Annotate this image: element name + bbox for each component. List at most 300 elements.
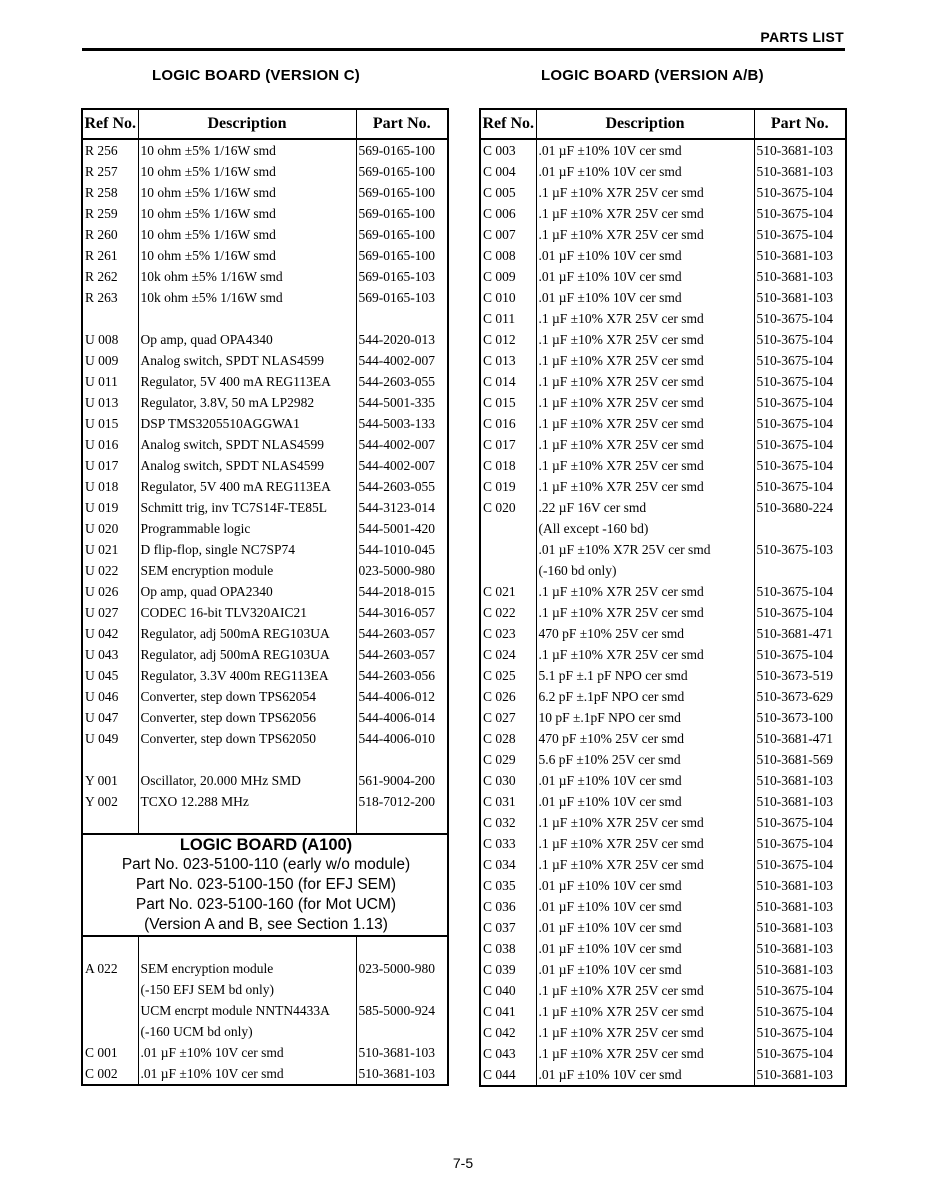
part-number-cell: 544-4006-012 (356, 686, 448, 707)
table-row (480, 665, 846, 686)
part-number-cell: 544-4002-007 (356, 434, 448, 455)
ref-cell: C 043 (480, 1043, 536, 1064)
description-cell (138, 308, 356, 329)
table-row (480, 371, 846, 392)
part-number-cell: 544-5001-420 (356, 518, 448, 539)
ref-cell: C 010 (480, 287, 536, 308)
part-number-cell: 544-2603-055 (356, 371, 448, 392)
table-row (82, 350, 448, 371)
description-cell: 5.6 pF ±10% 25V cer smd (536, 749, 754, 770)
part-number-cell: 510-3675-104 (754, 644, 846, 665)
ref-cell: C 044 (480, 1064, 536, 1086)
description-cell: 10 pF ±.1pF NPO cer smd (536, 707, 754, 728)
board-a100-line: Part No. 023-5100-160 (for Mot UCM) (135, 896, 397, 913)
description-cell: Regulator, 5V 400 mA REG113EA (138, 371, 356, 392)
ref-cell: R 260 (82, 224, 138, 245)
description-cell: Regulator, adj 500mA REG103UA (138, 644, 356, 665)
part-number-cell: 510-3681-103 (754, 139, 846, 161)
description-cell: .01 µF ±10% 10V cer smd (138, 1063, 356, 1085)
part-number-cell: 510-3681-103 (754, 791, 846, 812)
table-row (480, 161, 846, 182)
ref-cell: C 023 (480, 623, 536, 644)
description-cell: Analog switch, SPDT NLAS4599 (138, 455, 356, 476)
part-number-cell: 510-3681-103 (754, 770, 846, 791)
table-row (480, 476, 846, 497)
table-row (480, 602, 846, 623)
ref-cell: R 263 (82, 287, 138, 308)
description-cell: Op amp, quad OPA2340 (138, 581, 356, 602)
ref-cell (480, 518, 536, 539)
part-number-cell: 510-3675-104 (754, 980, 846, 1001)
ref-cell (82, 1021, 138, 1042)
description-cell: Analog switch, SPDT NLAS4599 (138, 434, 356, 455)
ref-cell: C 012 (480, 329, 536, 350)
ref-cell: C 019 (480, 476, 536, 497)
ref-cell: C 031 (480, 791, 536, 812)
description-cell: Regulator, 5V 400 mA REG113EA (138, 476, 356, 497)
table-row (82, 1000, 448, 1021)
part-number-cell: 510-3675-104 (754, 854, 846, 875)
column-header-part: Part No. (754, 109, 846, 139)
table-row (480, 329, 846, 350)
ref-cell (480, 539, 536, 560)
description-cell: .01 µF ±10% 10V cer smd (536, 266, 754, 287)
part-number-cell: 544-4002-007 (356, 350, 448, 371)
ref-cell: C 033 (480, 833, 536, 854)
description-cell: Regulator, 3.8V, 50 mA LP2982 (138, 392, 356, 413)
description-cell: .01 µF ±10% 10V cer smd (536, 791, 754, 812)
ref-cell: U 015 (82, 413, 138, 434)
description-cell: .1 µF ±10% X7R 25V cer smd (536, 1022, 754, 1043)
column-header-part: Part No. (356, 109, 448, 139)
description-cell: .1 µF ±10% X7R 25V cer smd (536, 581, 754, 602)
part-number-cell: 023-5000-980 (356, 560, 448, 581)
table-row (82, 749, 448, 770)
part-number-cell: 510-3675-104 (754, 581, 846, 602)
ref-cell: U 045 (82, 665, 138, 686)
description-cell: .01 µF ±10% 10V cer smd (536, 161, 754, 182)
description-cell: 10 ohm ±5% 1/16W smd (138, 139, 356, 161)
table-row (82, 518, 448, 539)
description-cell: .1 µF ±10% X7R 25V cer smd (536, 203, 754, 224)
table-row (82, 371, 448, 392)
table-row (480, 686, 846, 707)
table-row (480, 497, 846, 518)
ref-cell: C 042 (480, 1022, 536, 1043)
description-cell: DSP TMS3205510AGGWA1 (138, 413, 356, 434)
ref-cell: C 028 (480, 728, 536, 749)
part-number-cell: 510-3673-629 (754, 686, 846, 707)
ref-cell: U 021 (82, 539, 138, 560)
table-row (82, 476, 448, 497)
part-number-cell: 510-3681-103 (754, 245, 846, 266)
part-number-cell: 585-5000-924 (356, 1000, 448, 1021)
ref-cell: C 006 (480, 203, 536, 224)
table-row (82, 413, 448, 434)
description-cell: .1 µF ±10% X7R 25V cer smd (536, 224, 754, 245)
description-cell: .1 µF ±10% X7R 25V cer smd (536, 182, 754, 203)
table-row (480, 644, 846, 665)
description-cell: 10k ohm ±5% 1/16W smd (138, 266, 356, 287)
description-cell: (-160 bd only) (536, 560, 754, 581)
table-row (480, 623, 846, 644)
description-cell: .01 µF ±10% 10V cer smd (536, 875, 754, 896)
part-number-cell (754, 518, 846, 539)
part-number-cell: 510-3681-103 (754, 875, 846, 896)
table-row (82, 455, 448, 476)
table-row (82, 936, 448, 958)
part-number-cell (356, 749, 448, 770)
table-row (480, 224, 846, 245)
description-cell: .1 µF ±10% X7R 25V cer smd (536, 371, 754, 392)
part-number-cell: 544-1010-045 (356, 539, 448, 560)
description-cell: .1 µF ±10% X7R 25V cer smd (536, 812, 754, 833)
ref-cell: U 027 (82, 602, 138, 623)
part-number-cell: 544-4002-007 (356, 455, 448, 476)
table-row (82, 182, 448, 203)
ref-cell (480, 560, 536, 581)
section-title-version-c: LOGIC BOARD (VERSION C) (152, 67, 360, 84)
table-row (82, 539, 448, 560)
table-row (480, 707, 846, 728)
table-row (82, 245, 448, 266)
part-number-cell: 510-3681-103 (754, 1064, 846, 1086)
ref-cell: R 256 (82, 139, 138, 161)
table-row (480, 917, 846, 938)
part-number-cell: 544-3016-057 (356, 602, 448, 623)
ref-cell: C 002 (82, 1063, 138, 1085)
description-cell: .1 µF ±10% X7R 25V cer smd (536, 308, 754, 329)
table-row (82, 707, 448, 728)
table-row (480, 791, 846, 812)
description-cell: 10 ohm ±5% 1/16W smd (138, 245, 356, 266)
table-row (480, 1064, 846, 1086)
description-cell: Converter, step down TPS62054 (138, 686, 356, 707)
ref-cell: Y 001 (82, 770, 138, 791)
part-number-cell: 510-3675-104 (754, 224, 846, 245)
board-a100-row (82, 834, 448, 936)
table-row (82, 1042, 448, 1063)
description-cell: .1 µF ±10% X7R 25V cer smd (536, 434, 754, 455)
part-number-cell: 510-3673-519 (754, 665, 846, 686)
table-row (480, 854, 846, 875)
ref-cell: C 035 (480, 875, 536, 896)
description-cell: .01 µF ±10% 10V cer smd (536, 959, 754, 980)
ref-cell: C 030 (480, 770, 536, 791)
ref-cell: C 015 (480, 392, 536, 413)
ref-cell: C 041 (480, 1001, 536, 1022)
table-row (82, 224, 448, 245)
ref-cell: C 037 (480, 917, 536, 938)
ref-cell: U 043 (82, 644, 138, 665)
ref-cell: C 017 (480, 434, 536, 455)
ref-cell: C 013 (480, 350, 536, 371)
description-cell: .01 µF ±10% 10V cer smd (536, 896, 754, 917)
table-row (480, 434, 846, 455)
table-row (82, 979, 448, 1000)
table-row (82, 686, 448, 707)
part-number-cell: 544-4006-014 (356, 707, 448, 728)
ref-cell: U 009 (82, 350, 138, 371)
table-header-row (480, 109, 846, 139)
table-row (82, 1021, 448, 1042)
description-cell: .01 µF ±10% 10V cer smd (536, 287, 754, 308)
table-row (480, 560, 846, 581)
ref-cell (82, 308, 138, 329)
ref-cell: U 008 (82, 329, 138, 350)
part-number-cell: 510-3681-471 (754, 728, 846, 749)
description-cell: 6.2 pF ±.1pF NPO cer smd (536, 686, 754, 707)
part-number-cell: 510-3681-103 (754, 287, 846, 308)
ref-cell: R 257 (82, 161, 138, 182)
ref-cell: C 009 (480, 266, 536, 287)
part-number-cell (356, 308, 448, 329)
table-row (480, 455, 846, 476)
table-row (480, 308, 846, 329)
column-header-description: Description (138, 109, 356, 139)
table-row (480, 518, 846, 539)
ref-cell: U 017 (82, 455, 138, 476)
part-number-cell: 544-5001-335 (356, 392, 448, 413)
board-a100-line: Part No. 023-5100-150 (for EFJ SEM) (135, 876, 397, 893)
description-cell: .1 µF ±10% X7R 25V cer smd (536, 1001, 754, 1022)
ref-cell: C 032 (480, 812, 536, 833)
table-row (82, 958, 448, 979)
part-number-cell: 544-5003-133 (356, 413, 448, 434)
part-number-cell: 510-3675-104 (754, 812, 846, 833)
description-cell: .01 µF ±10% 10V cer smd (536, 917, 754, 938)
column-header-description: Description (536, 109, 754, 139)
description-cell: .01 µF ±10% 10V cer smd (536, 938, 754, 959)
ref-cell: U 018 (82, 476, 138, 497)
ref-cell: C 018 (480, 455, 536, 476)
ref-cell: C 014 (480, 371, 536, 392)
ref-cell: U 047 (82, 707, 138, 728)
ref-cell: C 026 (480, 686, 536, 707)
table-row (480, 980, 846, 1001)
description-cell: Regulator, 3.3V 400m REG113EA (138, 665, 356, 686)
part-number-cell: 569-0165-100 (356, 139, 448, 161)
description-cell: .1 µF ±10% X7R 25V cer smd (536, 833, 754, 854)
ref-cell: U 049 (82, 728, 138, 749)
ref-cell: R 259 (82, 203, 138, 224)
table-row (82, 791, 448, 812)
ref-cell: C 040 (480, 980, 536, 1001)
description-cell: Analog switch, SPDT NLAS4599 (138, 350, 356, 371)
board-a100-line: Part No. 023-5100-110 (early w/o module) (121, 856, 411, 873)
part-number-cell: 544-2603-057 (356, 644, 448, 665)
table-row (82, 665, 448, 686)
part-number-cell: 510-3675-104 (754, 1001, 846, 1022)
part-number-cell: 510-3675-104 (754, 455, 846, 476)
header-divider (82, 48, 845, 51)
table-row (480, 896, 846, 917)
table-row (480, 287, 846, 308)
part-number-cell: 569-0165-100 (356, 224, 448, 245)
description-cell: .22 µF 16V cer smd (536, 497, 754, 518)
description-cell: .01 µF ±10% 10V cer smd (536, 770, 754, 791)
ref-cell: A 022 (82, 958, 138, 979)
table-row (480, 812, 846, 833)
part-number-cell: 544-2603-056 (356, 665, 448, 686)
part-number-cell: 510-3675-104 (754, 308, 846, 329)
table-row (82, 287, 448, 308)
part-number-cell: 544-2603-055 (356, 476, 448, 497)
ref-cell: C 036 (480, 896, 536, 917)
description-cell: 5.1 pF ±.1 pF NPO cer smd (536, 665, 754, 686)
description-cell: 470 pF ±10% 25V cer smd (536, 623, 754, 644)
ref-cell: C 027 (480, 707, 536, 728)
part-number-cell: 510-3675-104 (754, 1022, 846, 1043)
table-row (480, 1001, 846, 1022)
part-number-cell: 569-0165-100 (356, 245, 448, 266)
table-row (82, 161, 448, 182)
ref-cell: C 020 (480, 497, 536, 518)
ref-cell: C 038 (480, 938, 536, 959)
ref-cell (82, 979, 138, 1000)
part-number-cell (356, 979, 448, 1000)
table-row (480, 938, 846, 959)
table-row (480, 413, 846, 434)
board-a100-title: LOGIC BOARD (A100) (179, 836, 353, 854)
ref-cell: C 025 (480, 665, 536, 686)
ref-cell: C 029 (480, 749, 536, 770)
description-cell: .1 µF ±10% X7R 25V cer smd (536, 413, 754, 434)
ref-cell: C 004 (480, 161, 536, 182)
part-number-cell: 569-0165-100 (356, 161, 448, 182)
ref-cell: U 026 (82, 581, 138, 602)
table-row (480, 350, 846, 371)
ref-cell: R 262 (82, 266, 138, 287)
table-row (480, 728, 846, 749)
ref-cell: C 016 (480, 413, 536, 434)
ref-cell: C 039 (480, 959, 536, 980)
ref-cell: U 011 (82, 371, 138, 392)
table-row (82, 392, 448, 413)
description-cell: .01 µF ±10% 10V cer smd (138, 1042, 356, 1063)
part-number-cell: 510-3675-104 (754, 203, 846, 224)
ref-cell: U 020 (82, 518, 138, 539)
table-row (480, 1022, 846, 1043)
table-row (480, 1043, 846, 1064)
description-cell (138, 812, 356, 834)
description-cell: .01 µF ±10% 10V cer smd (536, 1064, 754, 1086)
table-row (480, 749, 846, 770)
part-number-cell: 544-2603-057 (356, 623, 448, 644)
table-row (480, 203, 846, 224)
description-cell: Converter, step down TPS62050 (138, 728, 356, 749)
description-cell: .1 µF ±10% X7R 25V cer smd (536, 329, 754, 350)
part-number-cell: 544-4006-010 (356, 728, 448, 749)
table-row (82, 812, 448, 834)
table-row (82, 1063, 448, 1085)
part-number-cell: 569-0165-103 (356, 287, 448, 308)
section-title-version-ab: LOGIC BOARD (VERSION A/B) (541, 67, 764, 84)
part-number-cell: 510-3681-103 (356, 1063, 448, 1085)
part-number-cell (754, 560, 846, 581)
description-cell: (-150 EFJ SEM bd only) (138, 979, 356, 1000)
description-cell (138, 749, 356, 770)
part-number-cell (356, 1021, 448, 1042)
description-cell: .1 µF ±10% X7R 25V cer smd (536, 980, 754, 1001)
table-row (82, 329, 448, 350)
table-row (82, 770, 448, 791)
parts-table-version-c (81, 108, 449, 1086)
part-number-cell: 510-3681-103 (754, 266, 846, 287)
description-cell: Op amp, quad OPA4340 (138, 329, 356, 350)
description-cell: .1 µF ±10% X7R 25V cer smd (536, 644, 754, 665)
ref-cell: U 022 (82, 560, 138, 581)
description-cell: SEM encryption module (138, 560, 356, 581)
table-row (82, 602, 448, 623)
table-row (82, 434, 448, 455)
table-row (82, 308, 448, 329)
table-row (480, 581, 846, 602)
ref-cell (82, 749, 138, 770)
table-row (480, 245, 846, 266)
part-number-cell: 510-3681-103 (356, 1042, 448, 1063)
page-header-title: PARTS LIST (760, 29, 844, 45)
description-cell: .1 µF ±10% X7R 25V cer smd (536, 350, 754, 371)
part-number-cell: 569-0165-103 (356, 266, 448, 287)
table-row (480, 182, 846, 203)
table-row (82, 266, 448, 287)
table-row (480, 959, 846, 980)
part-number-cell: 510-3675-104 (754, 182, 846, 203)
ref-cell: C 024 (480, 644, 536, 665)
description-cell: .1 µF ±10% X7R 25V cer smd (536, 854, 754, 875)
description-cell: .1 µF ±10% X7R 25V cer smd (536, 392, 754, 413)
table-row (480, 770, 846, 791)
ref-cell (82, 812, 138, 834)
description-cell: Programmable logic (138, 518, 356, 539)
parts-table-version-ab (479, 108, 847, 1087)
description-cell: CODEC 16-bit TLV320AIC21 (138, 602, 356, 623)
table-row (480, 392, 846, 413)
part-number-cell: 510-3675-104 (754, 602, 846, 623)
page-number: 7-5 (452, 1155, 474, 1171)
description-cell: 10 ohm ±5% 1/16W smd (138, 224, 356, 245)
description-cell: (All except -160 bd) (536, 518, 754, 539)
board-a100-block (82, 834, 448, 936)
table-row (480, 875, 846, 896)
description-cell: UCM encrpt module NNTN4433A (138, 1000, 356, 1021)
part-number-cell: 023-5000-980 (356, 958, 448, 979)
description-cell: .1 µF ±10% X7R 25V cer smd (536, 455, 754, 476)
description-cell: .1 µF ±10% X7R 25V cer smd (536, 602, 754, 623)
ref-cell: C 034 (480, 854, 536, 875)
table-row (480, 833, 846, 854)
part-number-cell: 510-3675-104 (754, 392, 846, 413)
table-row (82, 560, 448, 581)
table-row (82, 623, 448, 644)
ref-cell: R 258 (82, 182, 138, 203)
description-cell: 470 pF ±10% 25V cer smd (536, 728, 754, 749)
part-number-cell: 510-3675-104 (754, 833, 846, 854)
description-cell: Regulator, adj 500mA REG103UA (138, 623, 356, 644)
part-number-cell: 510-3681-471 (754, 623, 846, 644)
part-number-cell: 544-3123-014 (356, 497, 448, 518)
ref-cell (82, 936, 138, 958)
ref-cell: U 013 (82, 392, 138, 413)
ref-cell: C 011 (480, 308, 536, 329)
part-number-cell: 510-3675-104 (754, 350, 846, 371)
part-number-cell: 561-9004-200 (356, 770, 448, 791)
part-number-cell: 510-3681-569 (754, 749, 846, 770)
description-cell: TCXO 12.288 MHz (138, 791, 356, 812)
table-row (82, 581, 448, 602)
table-row (82, 728, 448, 749)
